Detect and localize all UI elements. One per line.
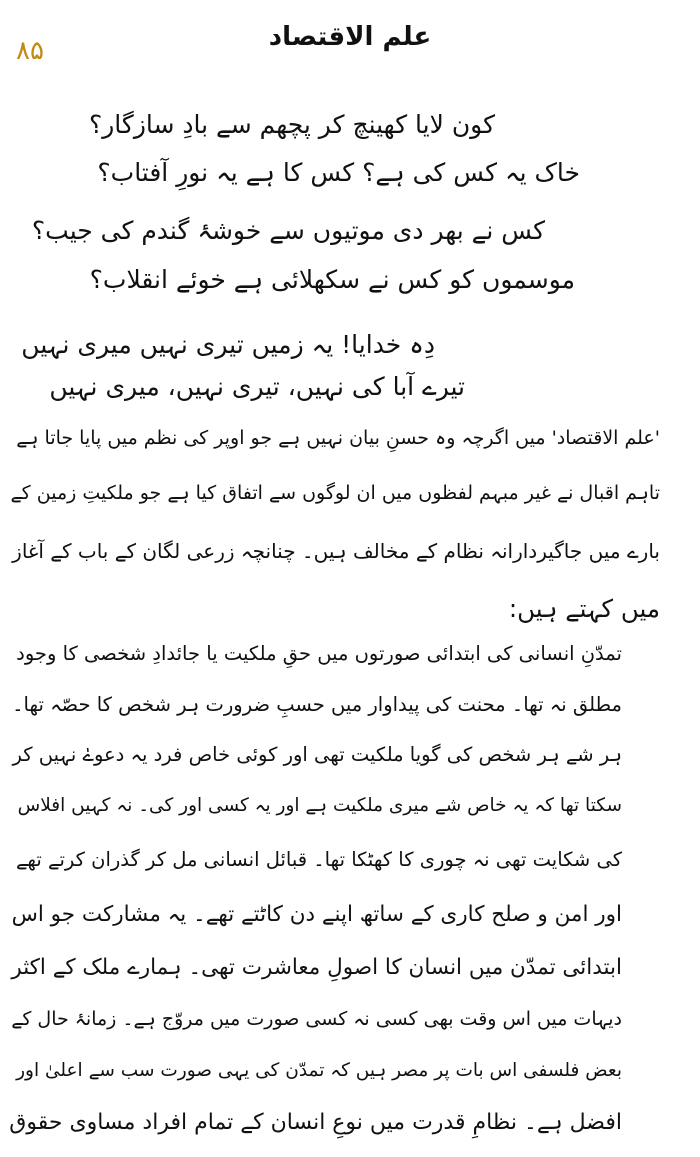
poem-line: کس نے بھر دی موتیوں سے خوشۂ گندم کی جیب؟: [31, 216, 545, 245]
quotation-line: تمدّنِ انسانی کی ابتدائی صورتوں میں حقِ ملکیت یا جائدادِ شخصی کا وجود: [16, 642, 622, 665]
running-title: علم الاقتصاد: [268, 22, 432, 52]
quotation-line: بعض فلسفی اس بات پر مصر ہیں کہ تمدّن کی یہی صورت سب سے اعلیٰ اور: [16, 1060, 622, 1081]
quotation-line: دیہات میں اس وقت بھی کسی نہ کسی صورت میں مروّج ہے۔ زمانۂ حال کے: [11, 1008, 622, 1030]
poem-line: دِہ خدایا! یہ زمیں تیری نہیں میری نہیں: [21, 330, 435, 359]
quotation-line: اور امن و صلح کاری کے ساتھ اپنے دن کاٹتے تھے۔ یہ مشارکت جو اس: [11, 902, 622, 927]
poem-line: کون لایا کھینچ کر پچھم سے بادِ سازگار؟: [88, 110, 495, 139]
paragraph-line: تاہم اقبال نے غیر مبہم لفظوں میں ان لوگوں سے اتفاق کیا ہے جو ملکیتِ زمین کے: [10, 482, 660, 504]
quotation-line: کی شکایت تھی نہ چوری کا کھٹکا تھا۔ قبائل انسانی مل کر گذران کرتے تھے: [15, 848, 622, 871]
poem-line: موسموں کو کس نے سکھلائی ہے خوئے انقلاب؟: [89, 265, 575, 294]
page-number: ۸۵: [16, 36, 44, 66]
quotation-line: ابتدائی تمدّن میں انسان کا اصولِ معاشرت تھی۔ ہمارے ملک کے اکثر: [11, 955, 622, 980]
quotation-line: مطلق نہ تھا۔ محنت کی پیداوار میں حسبِ ضرورت ہر شخص کا حصّہ تھا۔: [12, 693, 622, 716]
paragraph-line: میں کہتے ہیں:: [508, 594, 660, 623]
paragraph-line: بارے میں جاگیردارانہ نظام کے مخالف ہیں۔ چنانچہ زرعی لگان کے باب کے آغاز: [12, 539, 660, 563]
quotation-line: سکتا تھا کہ یہ خاص شے میری ملکیت ہے اور یہ کسی اور کی۔ نہ کہیں افلاس: [17, 795, 622, 816]
paragraph-line: 'علم الاقتصاد' میں اگرچہ وہ حسنِ بیان نہیں ہے جو اوپر کی نظم میں پایا جاتا ہے: [16, 427, 660, 449]
quotation-line: ہر شے ہر شخص کی گویا ملکیت تھی اور کوئی خاص فرد یہ دعوےٰ نہیں کر: [12, 743, 622, 766]
quotation-line: افضل ہے۔ نظامِ قدرت میں نوعِ انسان کے تمام افراد مساوی حقوق: [9, 1110, 622, 1135]
poem-line: تیرے آبا کی نہیں، تیری نہیں، میری نہیں: [49, 372, 465, 401]
poem-line: خاک یہ کس کی ہے؟ کس کا ہے یہ نورِ آفتاب؟: [97, 158, 580, 187]
